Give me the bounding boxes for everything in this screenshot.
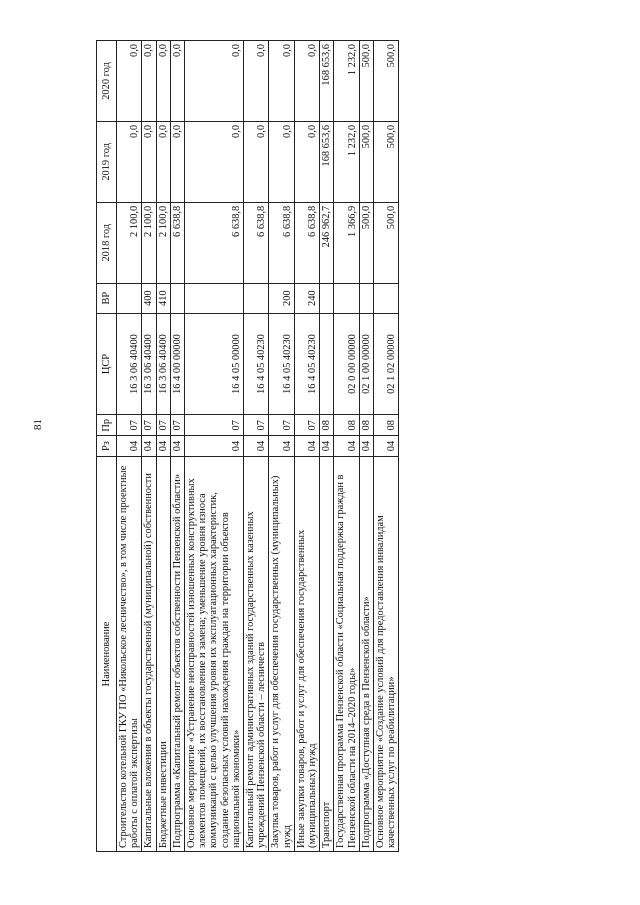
- cell-vr: [359, 283, 373, 313]
- cell-2018: 246 962,7: [320, 202, 334, 283]
- cell-name: Подпрограмма «Капитальный ремонт объектов собственности Пензенской области»: [170, 456, 184, 851]
- cell-rz: 04: [269, 436, 294, 457]
- cell-name: Государственная программа Пензенской области «Социальная поддержка граждан в Пензенской области на 2014–2020 годы»: [334, 456, 359, 851]
- cell-vr: 240: [294, 283, 319, 313]
- cell-rz: 04: [359, 436, 373, 457]
- cell-2020: 0,0: [294, 41, 319, 122]
- cell-pr: 07: [142, 415, 156, 436]
- cell-name: Основное мероприятие «Устранение неисправностей изношенных конструктивных элементов помещений, их восстановление и замена; уменьшение уровня износа коммуникаций с целью улучшения уровня их эксплуатационных характеристик, создание безопасных условий нахождения граждан на территории объектов национальной экономики»: [185, 456, 244, 851]
- cell-vr: [334, 283, 359, 313]
- table-row: [117, 41, 142, 852]
- table-row: [244, 41, 269, 852]
- cell-vr: [374, 283, 399, 313]
- cell-vr: [185, 283, 244, 313]
- header-2020: 2020 год: [97, 41, 117, 122]
- cell-2019: 0,0: [117, 121, 142, 202]
- cell-csr: 02 1 00 00000: [359, 313, 373, 415]
- header-row: [97, 41, 117, 852]
- table-row: [170, 41, 184, 852]
- header-csr: ЦСР: [97, 313, 117, 415]
- cell-csr: 16 4 05 40230: [294, 313, 319, 415]
- cell-vr: 400: [142, 283, 156, 313]
- header-pr: Пр: [97, 415, 117, 436]
- cell-2020: 500,0: [374, 41, 399, 122]
- cell-2020: 0,0: [142, 41, 156, 122]
- cell-pr: 08: [359, 415, 373, 436]
- cell-rz: 04: [156, 436, 170, 457]
- cell-pr: 07: [269, 415, 294, 436]
- table-row: [359, 41, 373, 852]
- cell-csr: 02 0 00 00000: [334, 313, 359, 415]
- cell-name: Бюджетные инвестиции: [156, 456, 170, 851]
- cell-pr: 08: [320, 415, 334, 436]
- cell-2018: 6 638,8: [185, 202, 244, 283]
- cell-csr: 02 1 02 00000: [374, 313, 399, 415]
- cell-2019: 500,0: [359, 121, 373, 202]
- cell-vr: [320, 283, 334, 313]
- cell-2020: 500,0: [359, 41, 373, 122]
- cell-rz: 04: [170, 436, 184, 457]
- header-name: Наименование: [97, 456, 117, 851]
- cell-2020: 0,0: [117, 41, 142, 122]
- rotated-table-frame: [96, 40, 543, 852]
- cell-vr: [117, 283, 142, 313]
- page-number: 81: [32, 419, 44, 430]
- table-row: [374, 41, 399, 852]
- cell-rz: 04: [185, 436, 244, 457]
- cell-2019: 0,0: [244, 121, 269, 202]
- cell-csr: 16 3 06 40400: [156, 313, 170, 415]
- cell-vr: 200: [269, 283, 294, 313]
- table-row: [320, 41, 334, 852]
- cell-2018: 500,0: [374, 202, 399, 283]
- cell-2018: 6 638,8: [269, 202, 294, 283]
- cell-vr: [244, 283, 269, 313]
- cell-pr: 07: [244, 415, 269, 436]
- cell-pr: 07: [117, 415, 142, 436]
- budget-table: [96, 40, 399, 852]
- header-vr: ВР: [97, 283, 117, 313]
- cell-rz: 04: [294, 436, 319, 457]
- cell-2020: 0,0: [170, 41, 184, 122]
- cell-name: Основное мероприятие «Создание условий для предоставления инвалидам качественных услуг по реабилитации»: [374, 456, 399, 851]
- cell-2018: 6 638,8: [294, 202, 319, 283]
- cell-2019: 168 653,6: [320, 121, 334, 202]
- table-row: [334, 41, 359, 852]
- cell-vr: [170, 283, 184, 313]
- cell-2019: 500,0: [374, 121, 399, 202]
- cell-csr: 16 4 05 00000: [185, 313, 244, 415]
- cell-pr: 07: [170, 415, 184, 436]
- cell-rz: 04: [117, 436, 142, 457]
- cell-rz: 04: [374, 436, 399, 457]
- table-row: [156, 41, 170, 852]
- cell-2018: 6 638,8: [170, 202, 184, 283]
- cell-2018: 2 100,0: [156, 202, 170, 283]
- cell-csr: 16 4 00 00000: [170, 313, 184, 415]
- header-2018: 2018 год: [97, 202, 117, 283]
- cell-2019: 0,0: [269, 121, 294, 202]
- cell-csr: 16 4 05 40230: [269, 313, 294, 415]
- cell-2018: 2 100,0: [117, 202, 142, 283]
- cell-csr: 16 3 06 40400: [142, 313, 156, 415]
- cell-csr: 16 4 05 40230: [244, 313, 269, 415]
- cell-2019: 0,0: [142, 121, 156, 202]
- table-row: [269, 41, 294, 852]
- table-row: [294, 41, 319, 852]
- cell-rz: 04: [244, 436, 269, 457]
- cell-rz: 04: [142, 436, 156, 457]
- cell-2018: 2 100,0: [142, 202, 156, 283]
- cell-2019: 1 232,0: [334, 121, 359, 202]
- cell-name: Закупка товаров, работ и услуг для обеспечения государственных (муниципальных) нужд: [269, 456, 294, 851]
- cell-2019: 0,0: [170, 121, 184, 202]
- cell-rz: 04: [334, 436, 359, 457]
- cell-csr: 16 3 06 40400: [117, 313, 142, 415]
- cell-rz: 04: [320, 436, 334, 457]
- cell-name: Строительство котельной ГКУ ПО «Никольское лесничество», в том числе проектные работы с оплатой экспертизы: [117, 456, 142, 851]
- table-row: [142, 41, 156, 852]
- cell-name: Капитальные вложения в объекты государственной (муниципальной) собственности: [142, 456, 156, 851]
- cell-pr: 08: [374, 415, 399, 436]
- cell-2020: 0,0: [244, 41, 269, 122]
- table-row: [185, 41, 244, 852]
- cell-pr: 07: [185, 415, 244, 436]
- cell-name: Транспорт: [320, 456, 334, 851]
- cell-pr: 07: [294, 415, 319, 436]
- cell-pr: 07: [156, 415, 170, 436]
- cell-vr: 410: [156, 283, 170, 313]
- cell-2020: 0,0: [269, 41, 294, 122]
- header-2019: 2019 год: [97, 121, 117, 202]
- cell-2018: 1 366,9: [334, 202, 359, 283]
- cell-2020: 1 232,0: [334, 41, 359, 122]
- header-rz: Рз: [97, 436, 117, 457]
- cell-2020: 168 653,6: [320, 41, 334, 122]
- cell-2020: 0,0: [185, 41, 244, 122]
- cell-csr: [320, 313, 334, 415]
- cell-name: Капитальный ремонт административных зданий государственных казенных учреждений Пензенской области – лесничеств: [244, 456, 269, 851]
- cell-2019: 0,0: [185, 121, 244, 202]
- cell-2019: 0,0: [294, 121, 319, 202]
- cell-pr: 08: [334, 415, 359, 436]
- cell-name: Подпрограмма «Доступная среда в Пензенской области»: [359, 456, 373, 851]
- cell-2019: 0,0: [156, 121, 170, 202]
- cell-2020: 0,0: [156, 41, 170, 122]
- cell-name: Иные закупки товаров, работ и услуг для обеспечения государственных (муниципальных) нужд: [294, 456, 319, 851]
- cell-2018: 500,0: [359, 202, 373, 283]
- cell-2018: 6 638,8: [244, 202, 269, 283]
